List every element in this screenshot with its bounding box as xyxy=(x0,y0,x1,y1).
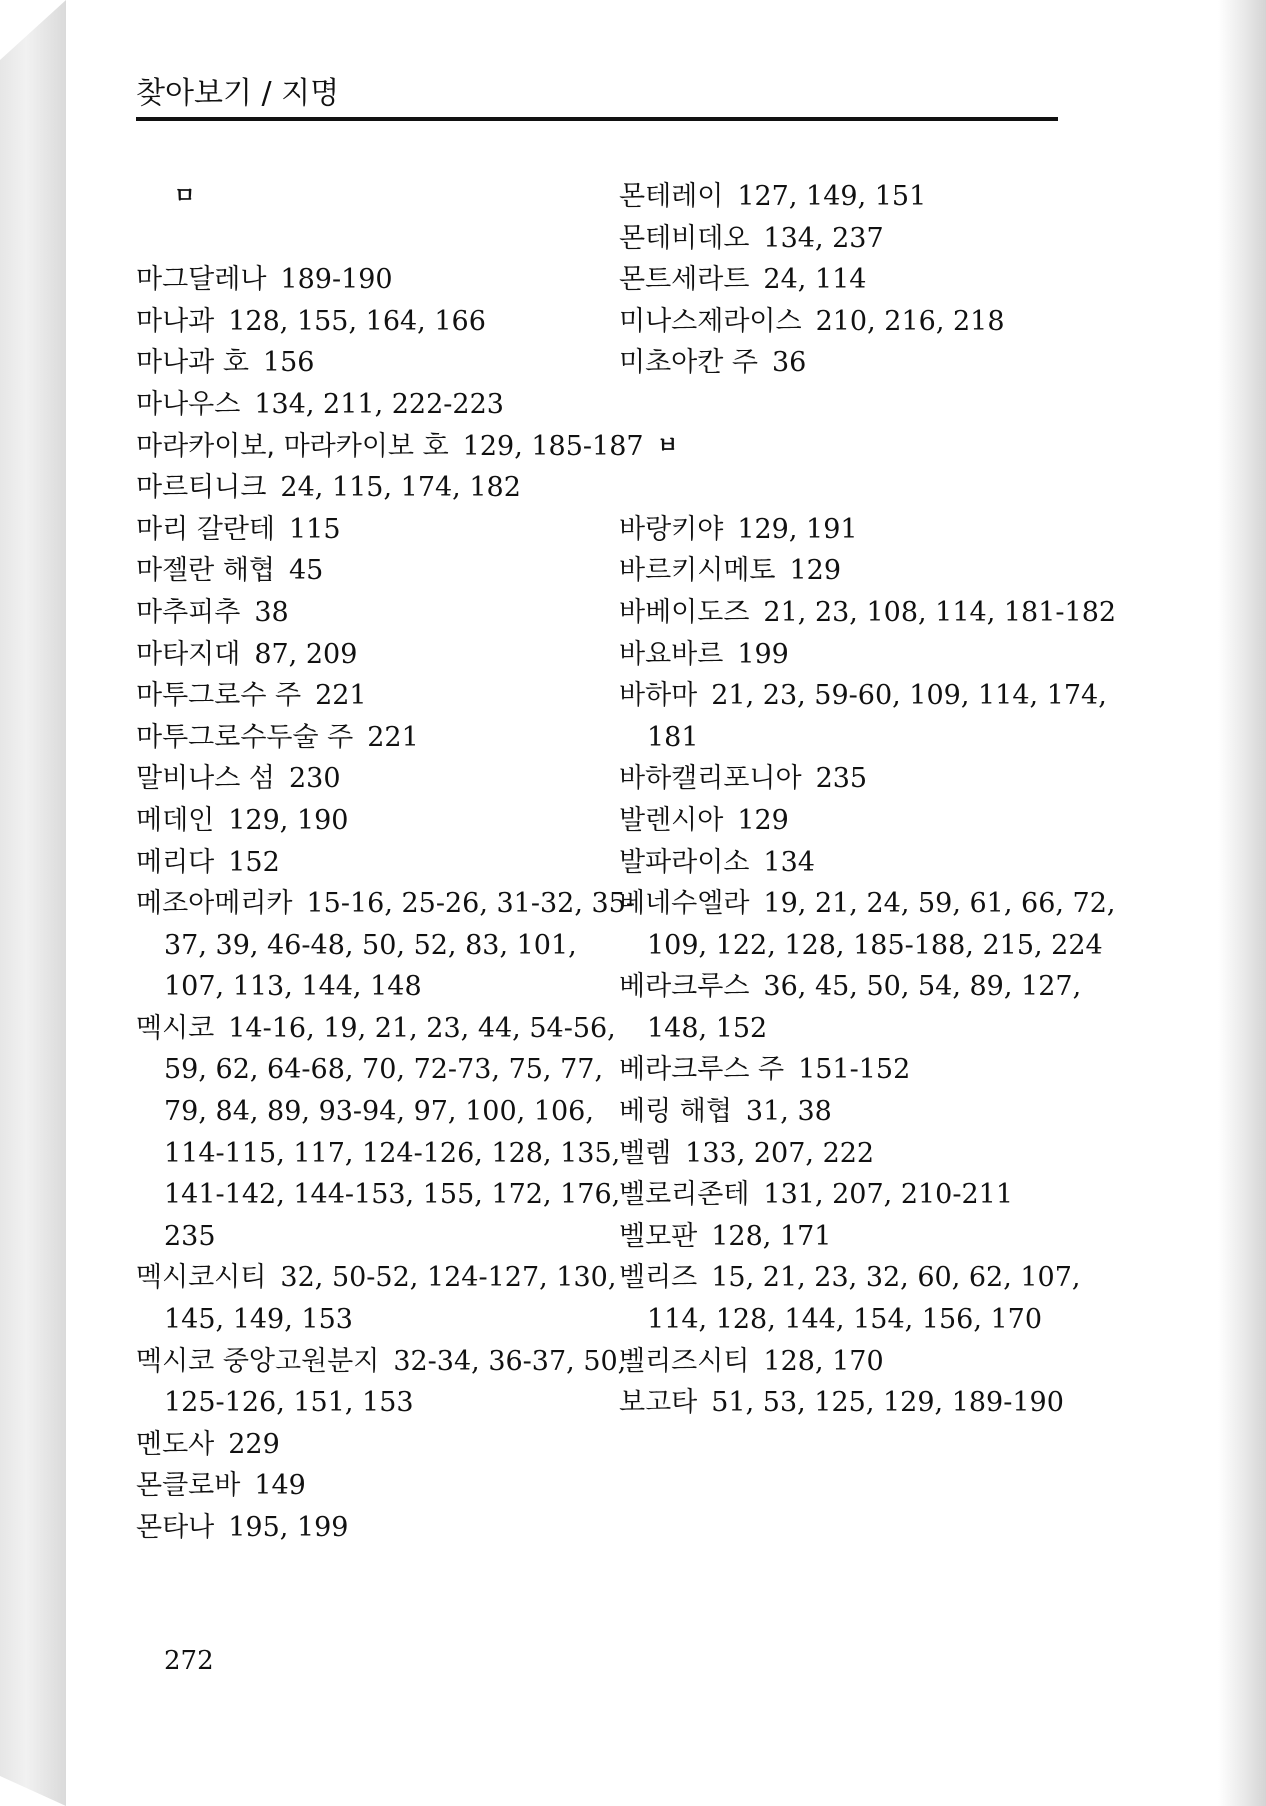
entry-term: 마나우스 xyxy=(136,388,241,420)
index-entry xyxy=(136,1257,644,1340)
entry-term: 메조아메리카 xyxy=(136,888,293,920)
section-gap xyxy=(136,218,644,260)
index-entry xyxy=(136,842,644,884)
entry-list xyxy=(619,176,1127,384)
index-entry xyxy=(619,1341,1127,1383)
entry-pages: 45 xyxy=(289,555,324,587)
entry-term: 벨로리존테 xyxy=(619,1179,750,1211)
index-entry xyxy=(619,800,1127,842)
entry-term: 마라카이보, 마라카이보 호 xyxy=(136,430,449,462)
index-entry xyxy=(136,634,644,676)
entry-term: 멕시코 xyxy=(136,1012,215,1044)
entry-term: 바베이도즈 xyxy=(619,596,750,628)
index-entry xyxy=(619,1133,1127,1175)
entry-pages: 134, 237 xyxy=(763,222,884,254)
entry-term: 마그달레나 xyxy=(136,264,267,296)
entry-pages: 14-16, 19, 21, 23, 44, 54-56, 59, 62, 64-68, 70, 72-73, 75, 77, 79, 84, 89, 93-94, 97, 100, 106, 114-115, 117, 124-126, 128, 135, 141-142, 144-153, 155, 172, 176, 235 xyxy=(164,1012,621,1252)
entry-term: 발파라이소 xyxy=(619,846,750,878)
entry-term: 마투그로수두술 주 xyxy=(136,721,354,753)
entry-term: 벨리즈 xyxy=(619,1262,698,1294)
entry-term: 베라크루스 주 xyxy=(619,1054,785,1086)
entry-term: 멘도사 xyxy=(136,1428,215,1460)
entry-pages: 127, 149, 151 xyxy=(737,181,927,212)
entry-pages: 152 xyxy=(228,846,280,878)
index-entry xyxy=(619,842,1127,884)
index-entry xyxy=(136,717,644,759)
entry-pages: 36 xyxy=(772,347,807,379)
entry-term: 몬클로바 xyxy=(136,1470,241,1502)
page-number: 272 xyxy=(164,1646,214,1676)
index-entry xyxy=(619,176,1127,218)
entry-term: 바하마 xyxy=(619,680,698,712)
running-header: 찾아보기 / 지명 xyxy=(136,76,340,111)
entry-term: 미초아칸 주 xyxy=(619,347,758,379)
index-entry xyxy=(619,259,1127,301)
index-entry xyxy=(619,966,1127,1049)
index-entry xyxy=(619,592,1127,634)
index-entry xyxy=(619,509,1127,551)
entry-pages: 24, 115, 174, 182 xyxy=(280,472,521,504)
entry-term: 말비나스 섬 xyxy=(136,763,275,795)
entry-list xyxy=(136,259,644,1548)
index-entry xyxy=(136,426,644,468)
entry-pages: 195, 199 xyxy=(228,1512,349,1543)
index-entry xyxy=(136,467,644,509)
entry-pages: 221 xyxy=(367,721,419,753)
entry-pages: 230 xyxy=(289,763,341,795)
entry-pages: 24, 114 xyxy=(763,264,867,296)
entry-pages: 151-152 xyxy=(798,1054,911,1086)
index-entry xyxy=(136,1465,644,1507)
entry-term: 몬테레이 xyxy=(619,181,724,212)
entry-term: 멕시코 중앙고원분지 xyxy=(136,1345,380,1377)
entry-pages: 133, 207, 222 xyxy=(685,1137,875,1169)
entry-term: 메리다 xyxy=(136,846,215,878)
entry-term: 마리 갈란테 xyxy=(136,513,275,545)
entry-pages: 19, 21, 24, 59, 61, 66, 72, 109, 122, 128, 185-188, 215, 224 xyxy=(647,888,1116,961)
book-spine-edge xyxy=(0,0,66,1806)
entry-term: 베네수엘라 xyxy=(619,888,750,920)
index-entry xyxy=(136,592,644,634)
entry-term: 바요바르 xyxy=(619,638,724,670)
index-entry xyxy=(136,259,644,301)
section-gap xyxy=(619,467,1127,509)
entry-term: 벨리즈시티 xyxy=(619,1345,750,1377)
section-gap xyxy=(619,384,1127,426)
entry-term: 베라크루스 xyxy=(619,971,750,1003)
entry-pages: 38 xyxy=(254,596,289,628)
index-entry xyxy=(136,1341,644,1424)
entry-term: 마르티니크 xyxy=(136,472,267,504)
index-entry xyxy=(136,342,644,384)
index-entry xyxy=(619,342,1127,384)
index-entry xyxy=(619,1216,1127,1258)
section-heading: ㅁ xyxy=(174,184,196,209)
index-entry xyxy=(619,1257,1127,1340)
entry-term: 마나과 xyxy=(136,305,215,337)
index-entry xyxy=(619,675,1127,758)
index-entry xyxy=(136,1507,644,1549)
index-column-left xyxy=(136,176,644,1549)
index-entry xyxy=(619,301,1127,343)
entry-pages: 128, 171 xyxy=(711,1220,832,1252)
entry-term: 벨렘 xyxy=(619,1137,672,1169)
entry-term: 보고타 xyxy=(619,1387,698,1419)
entry-term: 미나스제라이스 xyxy=(619,305,802,337)
entry-pages: 134, 211, 222-223 xyxy=(254,388,504,420)
entry-pages: 21, 23, 108, 114, 181-182 xyxy=(763,596,1117,628)
entry-pages: 229 xyxy=(228,1428,280,1460)
entry-pages: 199 xyxy=(737,638,789,670)
index-entry xyxy=(619,634,1127,676)
entry-term: 메데인 xyxy=(136,804,215,836)
entry-term: 마추피추 xyxy=(136,596,241,628)
entry-term: 바랑키야 xyxy=(619,513,724,545)
entry-term: 마나과 호 xyxy=(136,347,249,379)
entry-pages: 189-190 xyxy=(280,264,393,296)
index-entry xyxy=(136,800,644,842)
index-entry xyxy=(136,675,644,717)
index-entry xyxy=(136,1008,644,1258)
index-entry xyxy=(619,1091,1127,1133)
header-rule xyxy=(136,117,1058,121)
entry-pages: 36, 45, 50, 54, 89, 127, 148, 152 xyxy=(647,971,1082,1044)
index-entry xyxy=(619,218,1127,260)
entry-term: 마타지대 xyxy=(136,638,241,670)
index-entry xyxy=(136,301,644,343)
entry-pages: 129, 191 xyxy=(737,513,858,545)
index-column-right xyxy=(619,176,1127,1424)
entry-term: 몬테비데오 xyxy=(619,222,750,254)
entry-term: 바르키시메토 xyxy=(619,555,776,587)
entry-term: 베링 해협 xyxy=(619,1096,732,1128)
entry-term: 몬트세라트 xyxy=(619,264,750,296)
entry-pages: 156 xyxy=(262,347,315,379)
entry-list xyxy=(619,509,1127,1424)
index-entry xyxy=(136,758,644,800)
entry-pages: 235 xyxy=(815,763,868,795)
entry-pages: 210, 216, 218 xyxy=(815,305,1005,337)
entry-term: 마젤란 해협 xyxy=(136,555,275,587)
index-entry xyxy=(619,1049,1127,1091)
entry-pages: 221 xyxy=(315,680,367,712)
index-entry xyxy=(136,550,644,592)
entry-term: 벨모판 xyxy=(619,1220,698,1252)
entry-term: 바하캘리포니아 xyxy=(619,763,802,795)
entry-pages: 21, 23, 59-60, 109, 114, 174, 181 xyxy=(647,680,1107,753)
entry-pages: 51, 53, 125, 129, 189-190 xyxy=(711,1387,1064,1419)
entry-pages: 31, 38 xyxy=(745,1096,832,1128)
entry-pages: 129 xyxy=(789,555,842,587)
entry-pages: 87, 209 xyxy=(254,638,358,670)
entry-pages: 128, 155, 164, 166 xyxy=(228,305,486,337)
index-entry xyxy=(136,509,644,551)
entry-term: 멕시코시티 xyxy=(136,1262,267,1294)
entry-pages: 32, 50-52, 124-127, 130, 145, 149, 153 xyxy=(164,1262,617,1336)
page-right-shadow xyxy=(1218,0,1266,1806)
entry-term: 마투그로수 주 xyxy=(136,680,302,712)
index-entry xyxy=(136,384,644,426)
entry-pages: 15-16, 25-26, 31-32, 35-37, 39, 46-48, 50, 52, 83, 101, 107, 113, 144, 148 xyxy=(164,888,635,1003)
entry-pages: 131, 207, 210-211 xyxy=(763,1179,1014,1211)
entry-pages: 134 xyxy=(763,846,815,878)
index-entry xyxy=(619,1382,1127,1424)
entry-pages: 15, 21, 23, 32, 60, 62, 107, 114, 128, 144, 154, 156, 170 xyxy=(647,1262,1081,1336)
index-entry xyxy=(619,550,1127,592)
entry-pages: 129, 185-187 xyxy=(462,430,644,462)
entry-term: 몬타나 xyxy=(136,1512,215,1543)
index-entry xyxy=(136,883,644,1008)
entry-pages: 149 xyxy=(254,1470,306,1502)
entry-pages: 115 xyxy=(289,513,341,545)
entry-pages: 128, 170 xyxy=(763,1345,884,1377)
index-entry xyxy=(136,1424,644,1466)
index-entry xyxy=(619,883,1127,966)
section-heading: ㅂ xyxy=(657,433,679,459)
entry-term: 발렌시아 xyxy=(619,804,724,836)
index-entry xyxy=(619,758,1127,800)
index-entry xyxy=(619,1174,1127,1216)
entry-pages: 129, 190 xyxy=(228,804,349,836)
entry-pages: 32-34, 36-37, 50, 125-126, 151, 153 xyxy=(164,1345,627,1419)
entry-pages: 129 xyxy=(737,804,789,836)
